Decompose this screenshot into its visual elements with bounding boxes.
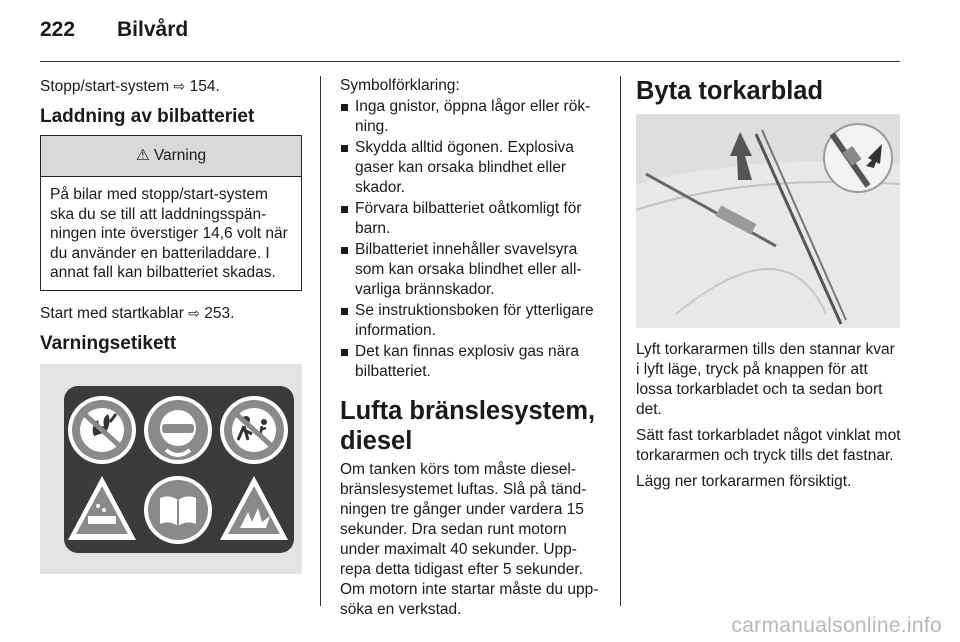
wiper-illustration-svg (636, 114, 900, 328)
wiper-step-2: Sätt fast torkarbladet något vinklat mot torkararmen och tryck tills det fastnar. (636, 427, 901, 464)
stop-start-reference: Stopp/start-system ⇨ 154. (40, 78, 220, 95)
column-1 (40, 76, 302, 574)
heading-warning-label: Varningsetikett (40, 332, 177, 354)
column-2 (340, 76, 602, 620)
no-fire-sign-icon (68, 396, 136, 464)
page-link[interactable]: 154. (189, 78, 220, 95)
wiper-step-3: Lägg ner torkararmen försiktigt. (636, 473, 852, 490)
header-divider (40, 61, 900, 62)
section-title: Bilvård (117, 18, 189, 41)
keep-children-away-sign-icon (220, 396, 288, 464)
warning-title: Varning (153, 147, 207, 164)
list-item: Det kan finnas explosiv gas nära bilbatteriet. (340, 342, 602, 382)
warning-text: På bilar med stopp/start-system ska du se till att laddningsspän-ningen inte överstiger 14,6 volt när du använder en batteriladdare. I annat fall kan bilbatteriet skadas. (50, 186, 288, 281)
page-arrow-icon: ⇨ (173, 78, 186, 94)
heading-battery-charging: Laddning av bilbatteriet (40, 106, 255, 127)
read-manual-sign-icon (144, 476, 212, 544)
list-item: Skydda alltid ögonen. Explosiva gaser kan orsaka blindhet eller skador. (340, 138, 602, 198)
battery-label-svg (40, 364, 302, 574)
column-divider-2 (620, 76, 621, 606)
jump-start-reference: Start med startkablar ⇨ 253. (40, 304, 235, 322)
list-item: Bilbatteriet innehåller svavelsyra som kan orsaka blindhet eller all-varliga brännskador. (340, 240, 602, 300)
list-item: Se instruktionsboken för ytterligare information. (340, 301, 602, 341)
warning-header (41, 136, 301, 177)
list-item: Förvara bilbatteriet oåtkomligt för barn. (340, 199, 602, 239)
column-3 (636, 76, 902, 492)
warning-box (40, 135, 302, 291)
warning-triangle-icon: ⚠ (135, 147, 150, 164)
battery-warning-label-image (40, 364, 302, 574)
page-number: 222 (40, 18, 76, 41)
wiper-blade-photo (636, 114, 900, 328)
page-header (0, 0, 960, 62)
heading-replace-wiper: Byta torkarblad (636, 77, 824, 105)
eye-protection-sign-icon (144, 396, 212, 464)
page-arrow-icon: ⇨ (188, 304, 200, 321)
heading-bleed-fuel-system: Lufta bränslesystem, diesel (340, 397, 596, 455)
page-link[interactable]: 253. (204, 304, 235, 322)
column-divider-1 (320, 76, 321, 606)
watermark: carmanualsonline.info (731, 614, 942, 637)
wiper-step-1: Lyft torkararmen tills den stannar kvar i lyft läge, tryck på knappen för att lossa torkarbladet och ta sedan bort det. (636, 341, 895, 418)
symbol-legend-heading: Symbolförklaring: (340, 77, 460, 94)
list-item: Inga gnistor, öppna lågor eller rök-ning. (340, 97, 602, 137)
fuel-system-text: Om tanken körs tom måste diesel-bränslesystemet luftas. Slå på tänd-ningen tre gånger under vardera 15 sekunder. Dra sedan runt motorn under maximalt 40 sekunder. Upp-repa detta tidigast efter 5 sekunder. Om motorn inte startar måste du upp-söka en verkstad. (340, 461, 599, 618)
